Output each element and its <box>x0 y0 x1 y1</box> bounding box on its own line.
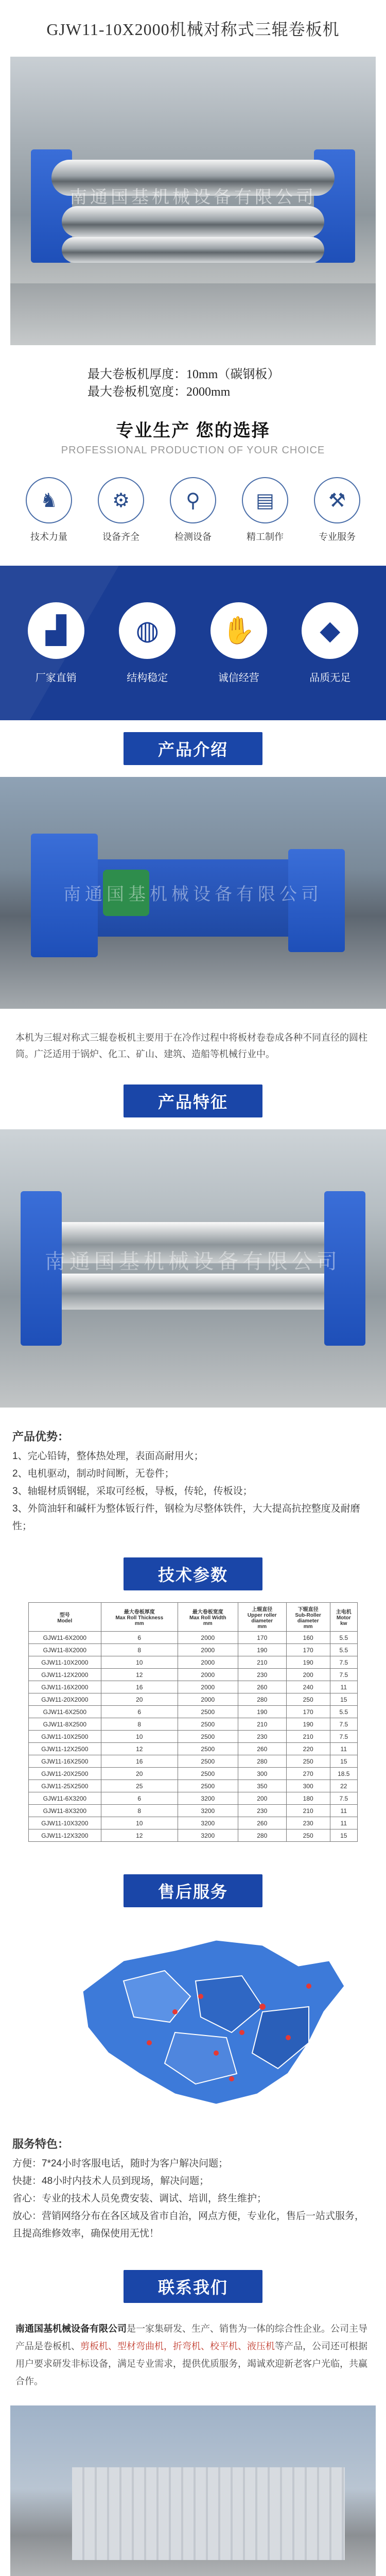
table-row <box>29 1792 358 1805</box>
table-cell: 2500 <box>178 1743 238 1755</box>
table-cell: 15 <box>330 1693 357 1706</box>
table-cell: GJW11-6X2000 <box>29 1632 101 1644</box>
table-cell: 260 <box>238 1743 286 1755</box>
table-cell: 190 <box>286 1656 330 1669</box>
feature-product-photo <box>0 1129 386 1408</box>
band-item <box>193 602 285 684</box>
spec-list <box>0 345 386 401</box>
intro-text: 本机为三辊对称式三辊卷板机主要用于在冷作过程中将板材卷卷成各种不同直径的圆柱筒。广泛适用于锅炉、化工、矿山、建筑、造船等机械行业中。 <box>15 1032 367 1059</box>
feature-row <box>0 456 386 543</box>
table-cell: 3200 <box>178 1829 238 1842</box>
contact-company: 南通国基机械设备有限公司 <box>15 2324 127 2334</box>
table-row <box>29 1805 358 1817</box>
table-cell: 300 <box>286 1780 330 1792</box>
table-cell: 3200 <box>178 1817 238 1829</box>
service-item: 快捷：48小时内技术人员到现场，解决问题； <box>12 2176 209 2187</box>
band-label: 厂家直销 <box>35 672 77 684</box>
table-row <box>29 1632 358 1644</box>
table-cell: 2000 <box>178 1693 238 1706</box>
table-cell: 190 <box>238 1644 286 1656</box>
section-tech <box>0 1546 386 1602</box>
table-cell: 2500 <box>178 1731 238 1743</box>
table-cell: 170 <box>286 1706 330 1718</box>
section-title: 售后服务 <box>124 1874 262 1907</box>
table-cell: 5.5 <box>330 1644 357 1656</box>
table-cell: 12 <box>101 1669 178 1681</box>
table-cell: 16 <box>101 1755 178 1768</box>
table-cell: 11 <box>330 1817 357 1829</box>
table-cell: 20 <box>101 1693 178 1706</box>
table-cell: 230 <box>238 1731 286 1743</box>
table-row <box>29 1718 358 1731</box>
table-cell: 12 <box>101 1829 178 1842</box>
contact-text <box>0 2315 386 2390</box>
table-cell: 190 <box>286 1718 330 1731</box>
table-cell: GJW11-12X2000 <box>29 1669 101 1681</box>
table-cell: 15 <box>330 1829 357 1842</box>
table-cell: 220 <box>286 1743 330 1755</box>
table-cell: 230 <box>238 1669 286 1681</box>
feature-label: 技术力量 <box>30 532 67 542</box>
contact-text-b: 剪板机、型材弯曲机，折弯机、校平机、液压机 <box>80 2341 275 2351</box>
table-cell: 7.5 <box>330 1731 357 1743</box>
table-cell: GJW11-6X3200 <box>29 1792 101 1805</box>
band-label: 品质无足 <box>309 672 351 684</box>
table-cell: 2500 <box>178 1755 238 1768</box>
feature-item <box>309 477 365 543</box>
service-item: 方便：7*24小时客服电话，随时为客户解决问题； <box>12 2158 229 2169</box>
band-item <box>285 602 376 684</box>
table-cell: 200 <box>286 1669 330 1681</box>
advantage-item: 3、外筒油轩和碱杆为整体钣行件，钢检为尽整体铁件，大大提高抗控整度及耐磨性； <box>12 1503 360 1532</box>
table-cell: 11 <box>330 1805 357 1817</box>
table-cell: 160 <box>286 1632 330 1644</box>
table-cell: 15 <box>330 1755 357 1768</box>
table-row <box>29 1743 358 1755</box>
table-cell: 170 <box>286 1644 330 1656</box>
feature-item <box>93 477 149 543</box>
service-head: 服务特色： <box>12 2138 69 2150</box>
wrench-icon: ⚒ <box>314 477 360 523</box>
table-cell: GJW11-16X2000 <box>29 1681 101 1693</box>
diamond-icon: ◆ <box>302 602 358 659</box>
table-cell: GJW11-8X3200 <box>29 1805 101 1817</box>
table-cell: 7.5 <box>330 1669 357 1681</box>
microscope-icon: ⚲ <box>170 477 216 523</box>
hero-floor <box>10 283 376 345</box>
table-cell: 350 <box>238 1780 286 1792</box>
table-cell: GJW11-10X2500 <box>29 1731 101 1743</box>
section-intro <box>0 720 386 777</box>
tech-header-cell: 最大卷板宽度 Max Roll Width mm <box>178 1603 238 1632</box>
band-item <box>102 602 194 684</box>
table-cell: 180 <box>286 1792 330 1805</box>
table-cell: 2000 <box>178 1669 238 1681</box>
certificate-icon: ▤ <box>242 477 288 523</box>
intro-product-photo <box>0 777 386 1009</box>
table-cell: 210 <box>286 1731 330 1743</box>
table-cell: 16 <box>101 1681 178 1693</box>
table-cell: 2000 <box>178 1632 238 1644</box>
slogan-main: 专业生产 您的选择 <box>116 421 270 440</box>
table-cell: 10 <box>101 1656 178 1669</box>
band-label: 结构稳定 <box>127 672 168 684</box>
table-cell: 240 <box>286 1681 330 1693</box>
table-cell: 8 <box>101 1805 178 1817</box>
feature-label: 设备齐全 <box>102 532 139 542</box>
table-row <box>29 1656 358 1669</box>
table-cell: GJW11-8X2000 <box>29 1644 101 1656</box>
tech-table <box>28 1602 358 1842</box>
table-cell: 2500 <box>178 1768 238 1780</box>
table-cell: 20 <box>101 1768 178 1780</box>
table-cell: 7.5 <box>330 1656 357 1669</box>
table-cell: 2000 <box>178 1681 238 1693</box>
band-label: 诚信经营 <box>218 672 259 684</box>
tech-header-cell: 下辊直径 Sub-Roller diameter mm <box>286 1603 330 1632</box>
tech-header-cell: 型号 Model <box>29 1603 101 1632</box>
table-cell: 12 <box>101 1743 178 1755</box>
feature-item <box>237 477 293 543</box>
table-row <box>29 1681 358 1693</box>
table-cell: 260 <box>238 1817 286 1829</box>
handshake-icon: ✋ <box>210 602 267 659</box>
table-cell: 2000 <box>178 1656 238 1669</box>
chess-knight-icon: ♞ <box>26 477 72 523</box>
table-cell: 260 <box>238 1681 286 1693</box>
table-cell: 22 <box>330 1780 357 1792</box>
feature-watermark: 南通国基机械设备有限公司 <box>45 1250 341 1273</box>
table-cell: 25 <box>101 1780 178 1792</box>
table-cell: 6 <box>101 1632 178 1644</box>
advantage-item: 2、电机驱动，制动时间断，无卷件； <box>12 1468 174 1479</box>
table-row <box>29 1693 358 1706</box>
table-row <box>29 1731 358 1743</box>
table-cell: GJW11-16X2500 <box>29 1755 101 1768</box>
table-cell: GJW11-20X2500 <box>29 1768 101 1780</box>
table-cell: 18.5 <box>330 1768 357 1780</box>
hero-watermark: 南通国基机械设备有限公司 <box>69 188 317 207</box>
feature-label: 检测设备 <box>174 532 212 542</box>
tech-header-cell: 主电机 Motor kw <box>330 1603 357 1632</box>
table-cell: 7.5 <box>330 1718 357 1731</box>
table-cell: 280 <box>238 1829 286 1842</box>
china-map-graphic <box>21 1919 365 2125</box>
table-row <box>29 1768 358 1780</box>
advantage-item: 3、轴辊材质钢辊，采取可经板，导板，传轮，传板设； <box>12 1486 253 1497</box>
slogan <box>0 416 386 456</box>
factory-exterior-photo <box>10 2405 376 2576</box>
table-cell: 210 <box>286 1805 330 1817</box>
table-cell: 11 <box>330 1681 357 1693</box>
contact-text-c: 等产品，公司还可根据用户要求研发非标设备，满足专业需求，提供优质服务，竭诚欢迎新老客户光临，共赢合作。 <box>15 2341 367 2386</box>
table-cell: 230 <box>238 1805 286 1817</box>
table-cell: 250 <box>286 1755 330 1768</box>
section-title: 技术参数 <box>124 1557 262 1590</box>
table-cell: 250 <box>286 1829 330 1842</box>
table-cell: GJW11-12X2500 <box>29 1743 101 1755</box>
section-service <box>0 1862 386 1919</box>
feature-label: 精工制作 <box>247 532 284 542</box>
slogan-sub: PROFESSIONAL PRODUCTION OF YOUR CHOICE <box>61 445 325 456</box>
table-row <box>29 1644 358 1656</box>
table-cell: 2500 <box>178 1706 238 1718</box>
table-cell: 8 <box>101 1718 178 1731</box>
table-cell: 2500 <box>178 1780 238 1792</box>
service-list <box>0 2125 386 2243</box>
table-row <box>29 1829 358 1842</box>
table-cell: GJW11-6X2500 <box>29 1706 101 1718</box>
table-cell: GJW11-10X3200 <box>29 1817 101 1829</box>
table-cell: 2000 <box>178 1644 238 1656</box>
feature-item <box>21 477 77 543</box>
table-cell: GJW11-20X2000 <box>29 1693 101 1706</box>
advantage-head: 产品优势： <box>12 1430 69 1443</box>
gear-icon: ⚙ <box>98 477 144 523</box>
tech-header-cell: 最大卷板厚度 Max Roll Thickness mm <box>101 1603 178 1632</box>
service-item: 省心：专业的技术人员免费安装、调试、培训，終生维护； <box>12 2193 267 2204</box>
section-feature <box>0 1073 386 1129</box>
table-row <box>29 1780 358 1792</box>
table-cell: 190 <box>238 1706 286 1718</box>
hero-product-image <box>10 57 376 345</box>
contact-text-a: 是一家集研发、生产、销售为一体的综合性企业。公司主导产品是卷板机、 <box>15 2324 367 2351</box>
table-cell: 280 <box>238 1755 286 1768</box>
table-cell: 270 <box>286 1768 330 1780</box>
table-cell: GJW11-25X2500 <box>29 1780 101 1792</box>
spec-width: 最大卷板机宽度：2000mm <box>87 385 231 399</box>
table-cell: 2500 <box>178 1718 238 1731</box>
section-title: 产品介绍 <box>124 732 262 765</box>
section-title: 联系我们 <box>124 2270 262 2303</box>
table-cell: 210 <box>238 1718 286 1731</box>
table-cell: 3200 <box>178 1792 238 1805</box>
table-cell: GJW11-12X3200 <box>29 1829 101 1842</box>
spec-thickness: 最大卷板机厚度：10mm（碳钢板） <box>87 368 280 381</box>
table-cell: 250 <box>286 1693 330 1706</box>
table-cell: 280 <box>238 1693 286 1706</box>
service-item: 且提高维修效率，确保使用无忧！ <box>12 2228 160 2239</box>
section-title: 产品特征 <box>124 1084 262 1117</box>
table-cell: 200 <box>238 1792 286 1805</box>
table-cell: 8 <box>101 1644 178 1656</box>
advantage-item: 1、完心铅铸，整体热处理，表面高耐用火； <box>12 1451 204 1462</box>
china-map <box>21 1919 365 2125</box>
tech-table-header <box>29 1603 358 1632</box>
band-item <box>10 602 102 684</box>
table-cell: 170 <box>238 1632 286 1644</box>
table-cell: 210 <box>238 1656 286 1669</box>
table-cell: GJW11-10X2000 <box>29 1656 101 1669</box>
table-cell: 6 <box>101 1706 178 1718</box>
table-cell: GJW11-8X2500 <box>29 1718 101 1731</box>
table-cell: 5.5 <box>330 1706 357 1718</box>
table-row <box>29 1669 358 1681</box>
section-contact <box>0 2258 386 2315</box>
factory-icon: ▟ <box>28 602 84 659</box>
intro-watermark: 南通国基机械设备有限公司 <box>63 885 323 904</box>
feature-item <box>165 477 221 543</box>
advantage-band <box>0 566 386 720</box>
table-cell: 10 <box>101 1817 178 1829</box>
table-cell: 6 <box>101 1792 178 1805</box>
table-cell: 230 <box>286 1817 330 1829</box>
table-cell: 300 <box>238 1768 286 1780</box>
tech-header-cell: 上辊直径 Upper roller diameter mm <box>238 1603 286 1632</box>
table-cell: 5.5 <box>330 1632 357 1644</box>
table-row <box>29 1817 358 1829</box>
table-cell: 7.5 <box>330 1792 357 1805</box>
table-cell: 3200 <box>178 1805 238 1817</box>
product-title: GJW11-10X2000机械对称式三辊卷板机 <box>46 20 340 39</box>
table-row <box>29 1755 358 1768</box>
service-item: 放心：营销网络分布在各区域及省市自治，网点方便，专业化，售后一站式服务， <box>12 2211 365 2222</box>
table-row <box>29 1706 358 1718</box>
globe-icon: ◍ <box>119 602 176 659</box>
table-cell: 11 <box>330 1743 357 1755</box>
table-cell: 10 <box>101 1731 178 1743</box>
advantage-list <box>0 1408 386 1535</box>
feature-label: 专业服务 <box>319 532 356 542</box>
